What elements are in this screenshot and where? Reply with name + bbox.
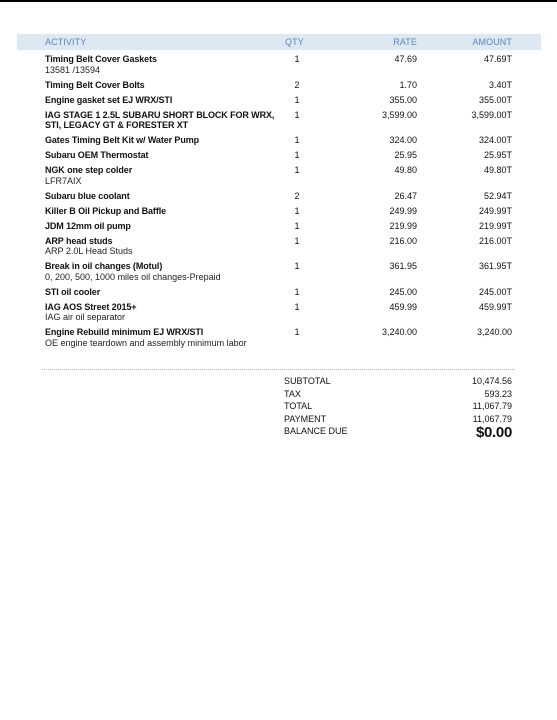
item-description bbox=[45, 54, 275, 75]
invoice-table bbox=[17, 34, 541, 351]
item-rate: 3,240.00 bbox=[381, 327, 417, 337]
payment-value: 11,067.79 bbox=[472, 413, 512, 424]
item-amount: 355.00T bbox=[478, 94, 512, 105]
item-amount: 245.00T bbox=[478, 286, 512, 297]
item-description bbox=[45, 287, 275, 298]
header-activity: ACTIVITY bbox=[45, 37, 87, 47]
item-amount: 216.00T bbox=[478, 235, 512, 246]
table-row bbox=[17, 108, 541, 134]
item-description bbox=[45, 165, 275, 186]
item-qty: 1 bbox=[294, 54, 300, 64]
item-rate: 47.69 bbox=[394, 54, 417, 64]
item-description bbox=[45, 80, 275, 91]
item-name: Timing Belt Cover Gaskets bbox=[45, 54, 157, 64]
item-detail: LFR7AIX bbox=[45, 175, 82, 186]
item-detail: 0, 200, 500, 1000 miles oil changes-Prepaid bbox=[45, 271, 221, 282]
item-detail: IAG air oil separator bbox=[45, 312, 126, 322]
item-name: ARP head studs bbox=[45, 235, 113, 246]
item-rate: 219.99 bbox=[389, 220, 417, 231]
item-name: Engine Rebuild minimum EJ WRX/STI bbox=[45, 327, 204, 337]
item-name: Engine gasket set EJ WRX/STI bbox=[45, 94, 173, 105]
item-description bbox=[45, 206, 275, 217]
item-qty: 1 bbox=[294, 235, 300, 246]
item-qty: 1 bbox=[294, 135, 300, 145]
item-qty: 1 bbox=[294, 301, 300, 312]
item-amount: 3,240.00 bbox=[476, 327, 512, 337]
item-rate: 3,599.00 bbox=[381, 109, 417, 120]
subtotal-value: 10,474.56 bbox=[471, 376, 512, 386]
item-description bbox=[45, 221, 275, 232]
total-row bbox=[284, 401, 512, 414]
table-row bbox=[17, 189, 541, 204]
item-name: NGK one step colder bbox=[45, 165, 133, 175]
item-name: Gates Timing Belt Kit w/ Water Pump bbox=[45, 135, 200, 145]
item-rate: 216.00 bbox=[389, 235, 417, 246]
item-name: JDM 12mm oil pump bbox=[45, 220, 131, 231]
item-amount: 49.80T bbox=[483, 165, 512, 175]
item-description bbox=[45, 110, 275, 131]
totals-block bbox=[284, 376, 512, 439]
item-name: Killer B Oil Pickup and Baffle bbox=[45, 205, 167, 216]
item-description bbox=[45, 261, 275, 282]
item-qty: 1 bbox=[294, 261, 300, 271]
item-name: Timing Belt Cover Bolts bbox=[45, 79, 145, 90]
subtotal-row bbox=[284, 376, 512, 389]
item-detail: OE engine teardown and assembly minimum labor bbox=[45, 337, 247, 348]
item-description bbox=[45, 95, 275, 106]
item-qty: 1 bbox=[294, 109, 300, 120]
item-qty: 1 bbox=[294, 327, 300, 337]
item-rate: 245.00 bbox=[389, 286, 417, 297]
tax-row bbox=[284, 389, 512, 402]
item-name: IAG STAGE 1 2.5L SUBARU SHORT BLOCK FOR WRX, STI, LEGACY GT & FORESTER XT bbox=[45, 109, 275, 130]
line-items bbox=[17, 52, 541, 351]
item-amount: 219.99T bbox=[478, 220, 512, 231]
top-border bbox=[0, 0, 557, 2]
table-row bbox=[17, 325, 541, 351]
item-qty: 1 bbox=[294, 94, 300, 105]
total-label: TOTAL bbox=[284, 401, 313, 411]
table-row bbox=[17, 133, 541, 148]
table-row bbox=[17, 93, 541, 108]
item-rate: 49.80 bbox=[394, 165, 417, 175]
item-amount: 52.94T bbox=[483, 190, 512, 201]
item-rate: 361.95 bbox=[389, 261, 417, 271]
balance-due-label: BALANCE DUE bbox=[284, 426, 348, 436]
item-rate: 1.70 bbox=[399, 79, 417, 90]
item-description bbox=[45, 327, 275, 348]
item-qty: 2 bbox=[294, 190, 300, 201]
item-description bbox=[45, 236, 275, 257]
header-amount: AMOUNT bbox=[472, 37, 512, 47]
item-qty: 1 bbox=[294, 165, 300, 175]
table-row bbox=[17, 259, 541, 285]
item-rate: 25.95 bbox=[394, 150, 417, 160]
item-description bbox=[45, 135, 275, 146]
item-qty: 1 bbox=[294, 205, 300, 216]
totals-divider bbox=[42, 369, 515, 370]
table-row bbox=[17, 234, 541, 260]
table-row bbox=[17, 78, 541, 93]
item-rate: 249.99 bbox=[389, 205, 417, 216]
item-rate: 355.00 bbox=[389, 94, 417, 105]
table-row bbox=[17, 204, 541, 219]
item-amount: 249.99T bbox=[478, 205, 512, 216]
item-detail: ARP 2.0L Head Studs bbox=[45, 246, 133, 256]
item-name: IAG AOS Street 2015+ bbox=[45, 301, 137, 312]
item-name: Subaru OEM Thermostat bbox=[45, 150, 149, 160]
item-amount: 25.95T bbox=[483, 150, 512, 160]
item-name: Subaru blue coolant bbox=[45, 190, 130, 201]
header-rate: RATE bbox=[393, 37, 417, 47]
item-amount: 361.95T bbox=[478, 261, 512, 271]
item-name: STI oil cooler bbox=[45, 286, 101, 297]
item-amount: 3,599.00T bbox=[471, 109, 512, 120]
payment-label: PAYMENT bbox=[284, 413, 327, 424]
tax-value: 593.23 bbox=[484, 388, 512, 399]
subtotal-label: SUBTOTAL bbox=[284, 376, 331, 386]
table-row bbox=[17, 219, 541, 234]
tax-label: TAX bbox=[284, 388, 301, 399]
item-amount: 47.69T bbox=[483, 54, 512, 64]
table-row bbox=[17, 285, 541, 300]
item-description bbox=[45, 302, 275, 323]
item-amount: 324.00T bbox=[478, 135, 512, 145]
item-qty: 1 bbox=[294, 220, 300, 231]
item-amount: 459.99T bbox=[478, 301, 512, 312]
table-row bbox=[17, 52, 541, 78]
item-detail: 13581 /13594 bbox=[45, 64, 101, 75]
table-row bbox=[17, 148, 541, 163]
item-description bbox=[45, 191, 275, 202]
item-qty: 1 bbox=[294, 286, 300, 297]
item-qty: 2 bbox=[294, 79, 300, 90]
total-value: 11,067.79 bbox=[472, 401, 512, 411]
item-rate: 26.47 bbox=[394, 190, 417, 201]
balance-due-value: $0.00 bbox=[475, 424, 512, 441]
item-name: Break in oil changes (Motul) bbox=[45, 261, 163, 271]
table-header bbox=[17, 34, 541, 50]
item-rate: 324.00 bbox=[389, 135, 417, 145]
table-row bbox=[17, 300, 541, 326]
item-rate: 459.99 bbox=[389, 301, 417, 312]
header-qty: QTY bbox=[285, 37, 304, 47]
item-amount: 3.40T bbox=[488, 79, 512, 90]
item-description bbox=[45, 150, 275, 161]
balance-due-row bbox=[284, 426, 512, 439]
table-row bbox=[17, 163, 541, 189]
item-qty: 1 bbox=[294, 150, 300, 160]
